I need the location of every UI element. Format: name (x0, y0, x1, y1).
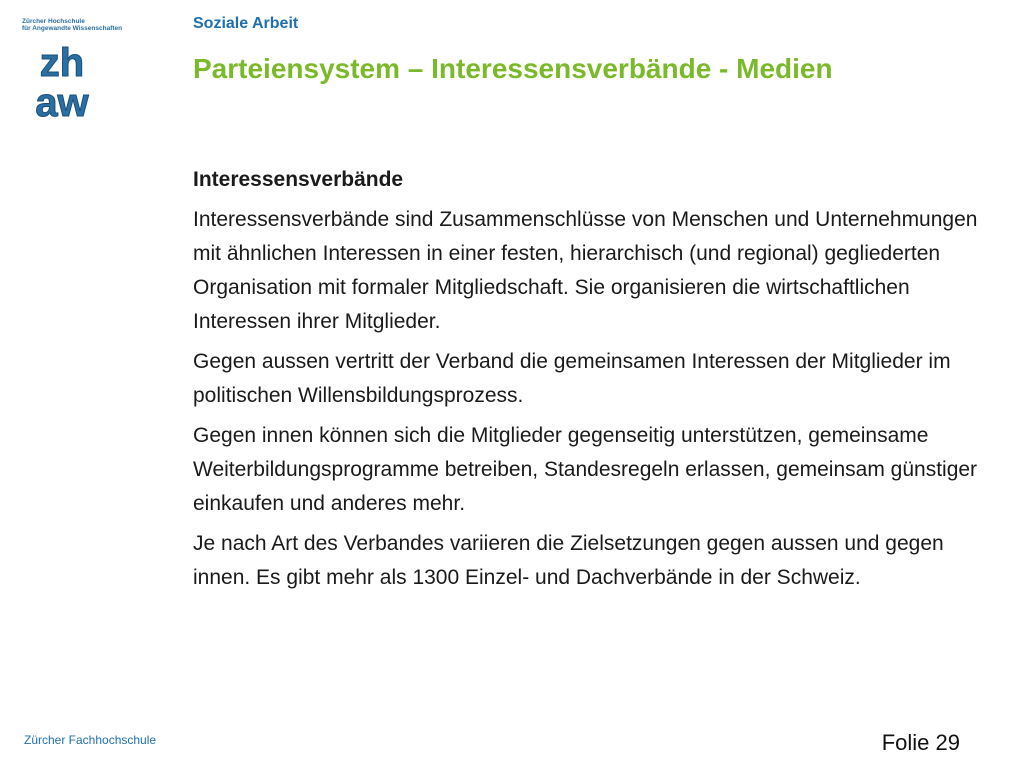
zhaw-logo (22, 18, 142, 128)
logo-text-line1: Zürcher Hochschule (22, 18, 85, 25)
paragraph-objectives: Je nach Art des Verbandes variieren die Zielsetzungen gegen aussen und gegen innen. Es gibt mehr als 1300 Einzel- und Dachverbände in der Schweiz. (193, 532, 944, 589)
logo-mark-top: zh (39, 42, 85, 85)
paragraph-definition: Interessensverbände sind Zusammenschlüsse von Menschen und Unternehmungen mit ähnlichen Interessen in einer festen, hierarchisch (und regional) gegliederten Organisation mit formaler Mitgliedschaft. Sie organisieren die wirtschaftlichen Interessen ihrer Mitglieder. (193, 208, 978, 333)
section-subheading: Interessensverbände (193, 168, 404, 191)
zhaw-logo-mark (22, 42, 102, 120)
slide-number: Folie 29 (881, 730, 960, 755)
logo-mark-bottom: aw (35, 81, 89, 120)
slide-content (193, 163, 983, 601)
footer-institution: Zürcher Fachhochschule (24, 733, 157, 747)
paragraph-external: Gegen aussen vertritt der Verband die gemeinsamen Interessen der Mitglieder im politischen Willensbildungsprozess. (193, 350, 951, 407)
paragraph-internal: Gegen innen können sich die Mitglieder gegenseitig unterstützen, gemeinsame Weiterbildungsprogramme betreiben, Standesregeln erlassen, gemeinsam günstiger einkaufen und anderes mehr. (193, 424, 978, 515)
logo-text-line2: für Angewandte Wissenschaften (22, 25, 123, 32)
department-label: Soziale Arbeit (193, 15, 299, 32)
slide-title: Parteiensystem – Interessensverbände - Medien (193, 53, 833, 84)
